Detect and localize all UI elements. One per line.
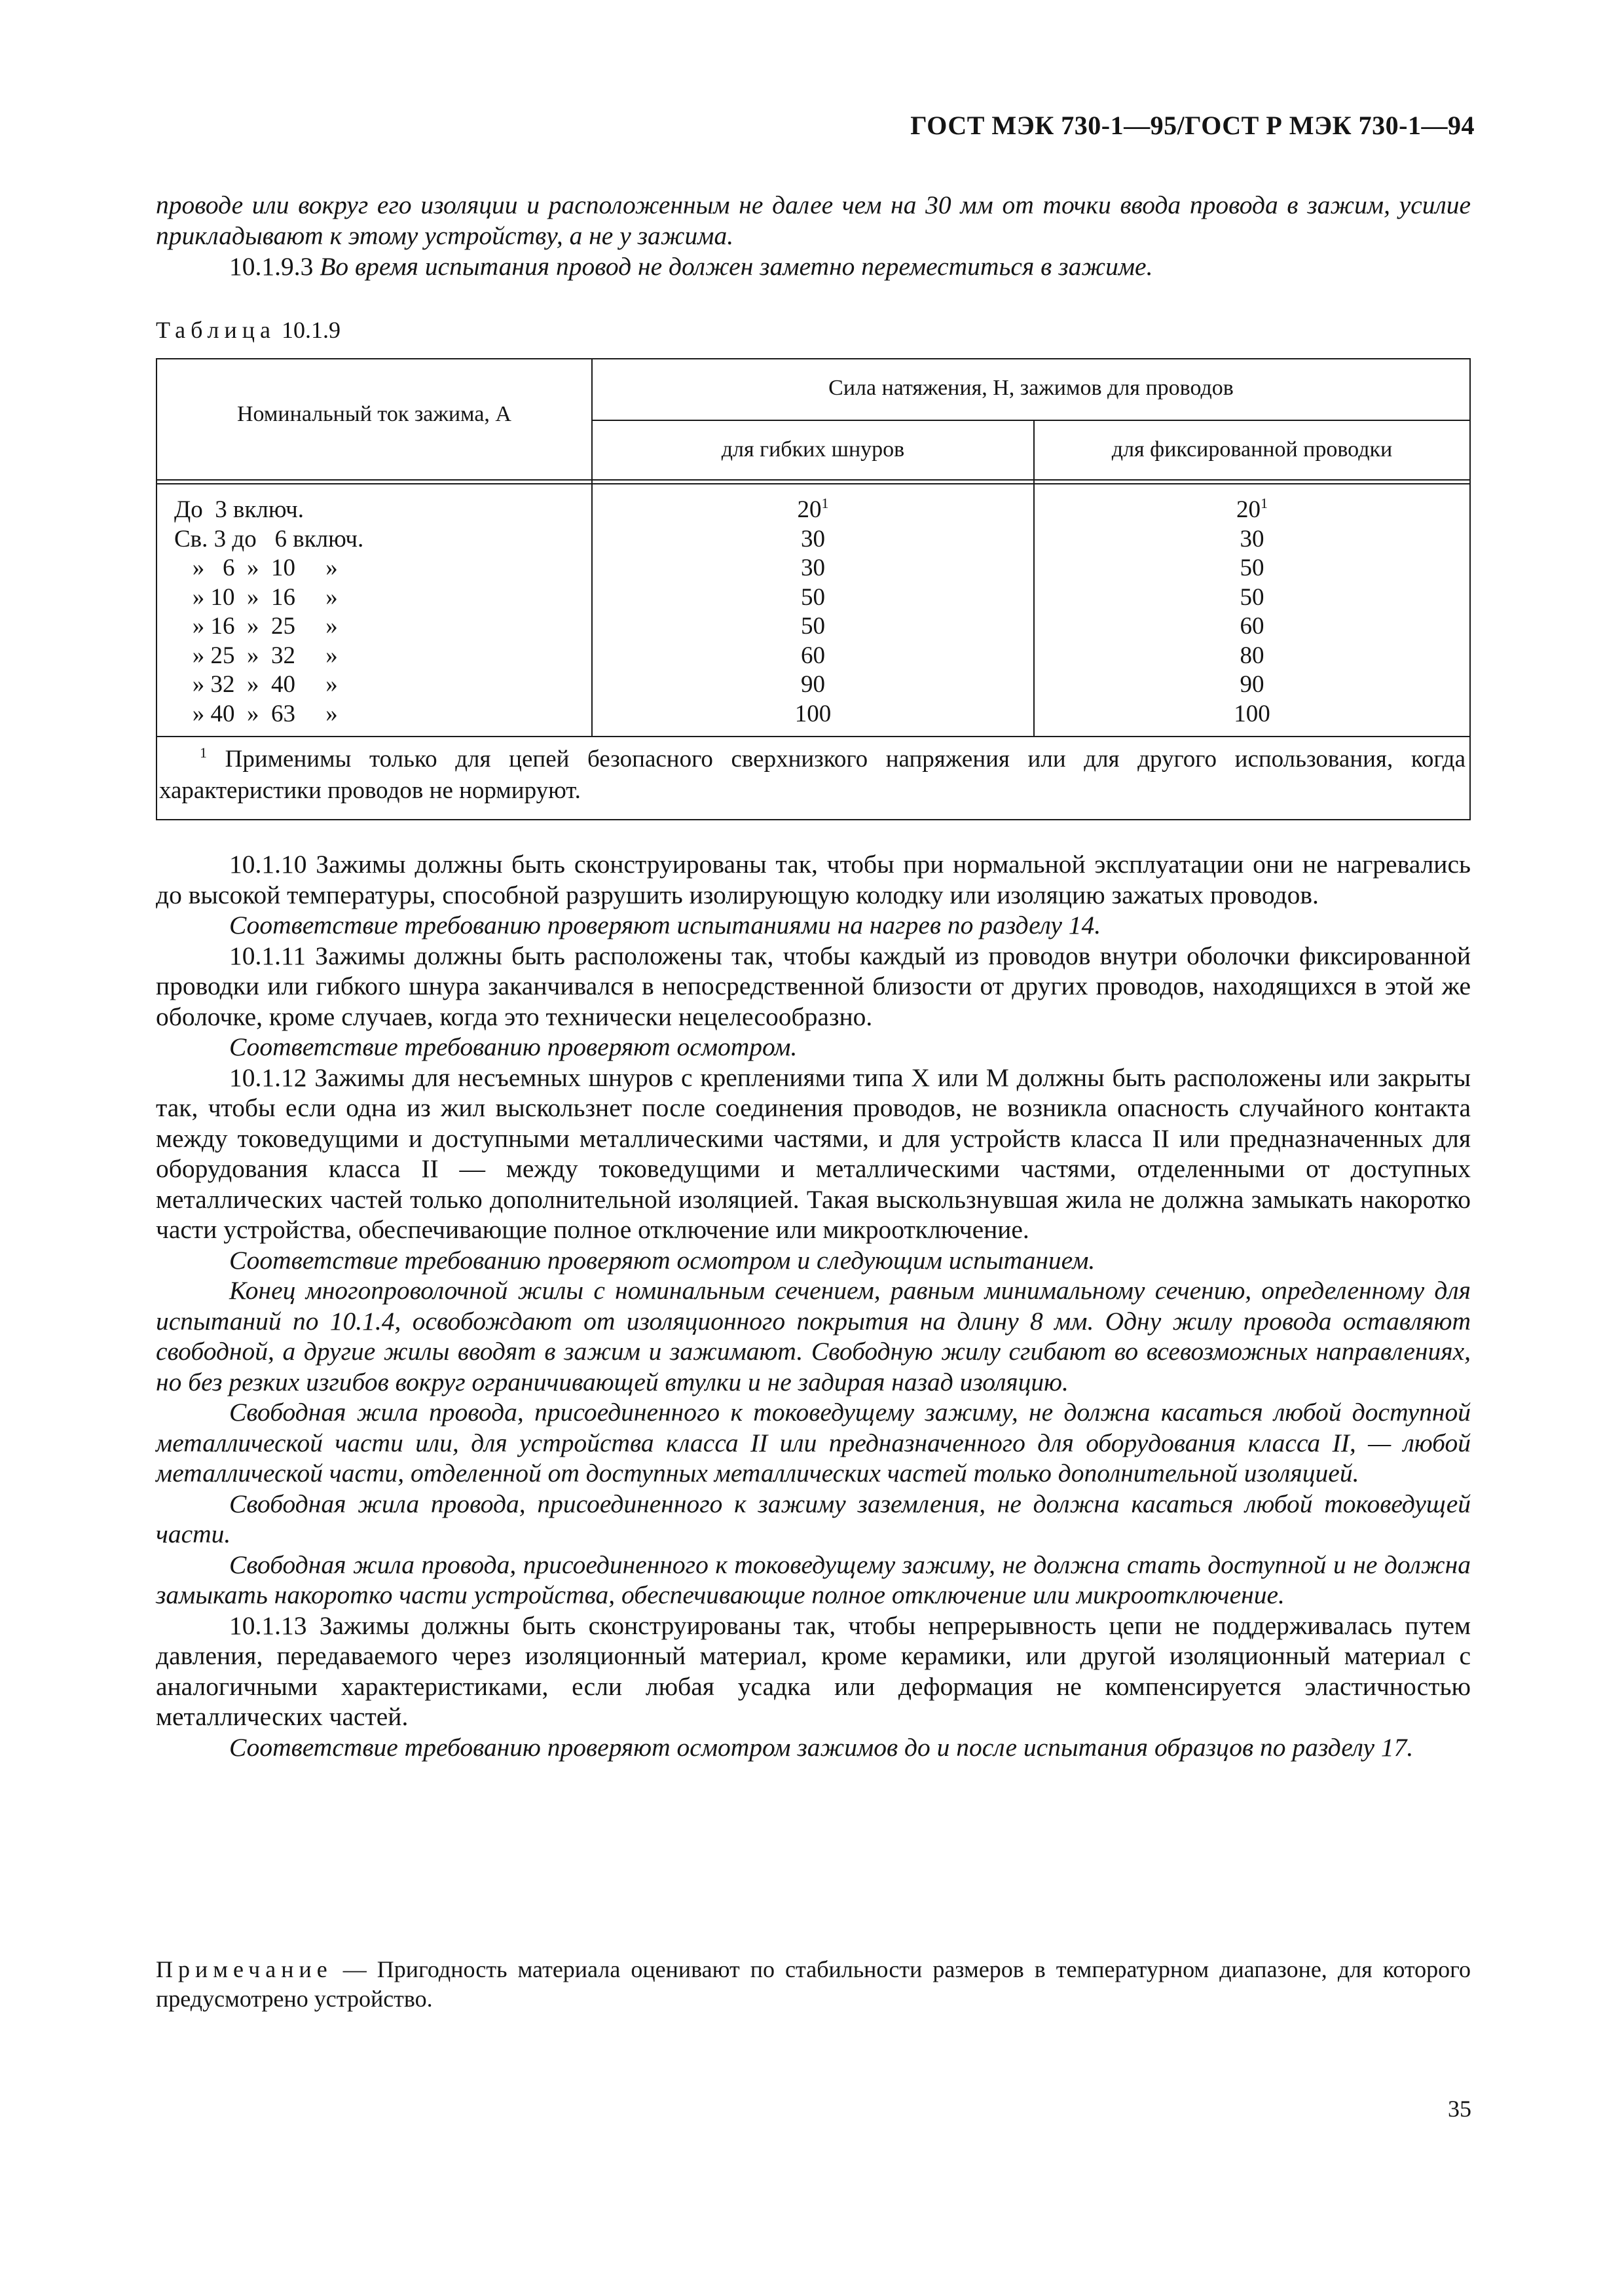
table-caption-number: 10.1.9 xyxy=(281,317,341,343)
test-criterion-earth-terminal: Свободная жила провода, присоединенного к зажиму заземления, не должна касаться любой токоведущей части. xyxy=(156,1489,1471,1548)
compliance-10-1-12: Соответствие требованию проверяют осмотром и следующим испытанием. xyxy=(229,1245,1096,1275)
table-border-top xyxy=(156,358,1471,359)
header-rule-1 xyxy=(156,479,1471,481)
flex-value-cell: 100 xyxy=(794,700,832,727)
flex-value-cell: 30 xyxy=(801,555,825,581)
range-cell: » 32 » 40 » xyxy=(174,671,338,698)
note-dash: — xyxy=(332,1956,377,1982)
clause-10-1-9-3 xyxy=(156,251,1471,282)
test-criterion-accessibility: Свободная жила провода, присоединенного к токоведущему зажиму, не должна стать доступной и не должна замыкать накоротко части устройства, обеспечивающие полное отключение или микроотключение. xyxy=(156,1550,1471,1609)
fixed-value-cell: 30 xyxy=(1240,525,1264,553)
fixed-value-cell: 100 xyxy=(1234,700,1270,727)
fixed-value-cell: 60 xyxy=(1240,613,1264,640)
header-subdivider xyxy=(591,420,1471,421)
table-caption-word: Таблица xyxy=(156,317,276,343)
note-label: Примечание xyxy=(156,1956,333,1982)
fixed-value-cell: 50 xyxy=(1240,555,1264,581)
clause-10-1-11: 10.1.11 Зажимы должны быть расположены так, чтобы каждый из проводов внутри оболочки фиксированной проводки или гибкого шнура заканчивался в непосредственной близости от других проводов, находящихся в этой же оболочке, кроме случаев, когда это технически нецелесообразно. xyxy=(156,941,1471,1031)
header-tension-force: Сила натяжения, Н, зажимов для проводов xyxy=(828,376,1234,400)
footnote-rule xyxy=(156,736,1471,737)
flex-value-cell: 60 xyxy=(801,642,825,669)
range-cell: » 40 » 63 » xyxy=(174,700,338,727)
flex-value-cell: 30 xyxy=(801,525,825,553)
footnote-text: Применимы только для цепей безопасного сверхнизкого напряжения или для другого использования, когда характеристики проводов не нормируют. xyxy=(159,746,1465,804)
range-cell: До 3 включ. xyxy=(174,496,304,523)
range-cell: Св. 3 до 6 включ. xyxy=(174,525,364,553)
fixed-value-cell: 80 xyxy=(1240,642,1264,669)
table-footnote xyxy=(159,744,1465,807)
table-10-1-9 xyxy=(156,358,1471,820)
range-cell: » 25 » 32 » xyxy=(174,642,338,669)
table-border-right xyxy=(1469,358,1471,820)
range-cell: » 10 » 16 » xyxy=(174,583,338,611)
header-flexible-cords: для гибких шнуров xyxy=(721,437,905,462)
test-procedure-10-1-12: Конец многопроволочной жилы с номинальным сечением, равным минимальному сечению, определенному для испытаний по 10.1.4, освобождают от изоляционного покрытия на длину 8 мм. Одну жилу провода оставляют свободной, а другие жилы вводят в зажим и зажимают. Свободную жилу сгибают во всевозможных направлениях, но без резких изгибов вокруг ограничивающей втулки и не задирая назад изоляцию. xyxy=(156,1276,1471,1396)
clause-10-1-12: 10.1.12 Зажимы для несъемных шнуров с креплениями типа X или M должны быть расположены или закрыты так, чтобы если одна из жил выскользнет после соединения проводов, не возникла опасность случайного контакта между токоведущими и доступными металлическими частями, и для устройств класса II или предназначенных для оборудования класса II — между токоведущими и металлическими частями, отделенными от доступных металлических частей только дополнительной изоляцией. Такая выскользнувшая жила не должна замыкать накоротко части устройства, обеспечивающие полное отключение или микроотключение. xyxy=(156,1063,1471,1244)
clause-10-1-9-2-continuation: проводе или вокруг его изоляции и расположенным не далее чем на 30 мм от точки ввода провода в зажим, усилие прикладывают к этому устройству, а не у зажима. xyxy=(156,191,1471,250)
compliance-10-1-10: Соответствие требованию проверяют испытаниями на нагрев по разделу 14. xyxy=(229,911,1101,939)
footnote-mark: 1 xyxy=(200,744,207,761)
column-flexible-values xyxy=(593,496,1033,729)
fixed-value-cell: 50 xyxy=(1240,583,1264,611)
fixed-value-cell: $20^1$ xyxy=(1236,495,1268,523)
clause-10-1-13: 10.1.13 Зажимы должны быть сконструированы так, чтобы непрерывность цепи не поддерживалась путем давления, передаваемого через изоляционный материал, кроме керамики, или другой изоляционный материал с аналогичными характеристиками, если любая усадка или деформация не компенсируется эластичностью металлических частей. xyxy=(156,1611,1471,1731)
flex-value-cell: 50 xyxy=(801,583,825,611)
column-current-range xyxy=(174,496,580,729)
clause-text: Во время испытания провод не должен заметно переместиться в зажиме. xyxy=(320,252,1153,281)
clause-number: 10.1.9.3 xyxy=(229,252,314,281)
page-number: 35 xyxy=(1448,2096,1471,2122)
note-text: Пригодность материала оценивают по стабильности размеров в температурном диапазоне, для которого предусмотрено устройство. xyxy=(156,1956,1471,2012)
range-cell: » 16 » 25 » xyxy=(174,613,338,640)
fixed-value-cell: 90 xyxy=(1240,671,1264,698)
header-rule-2 xyxy=(156,483,1471,484)
column-fixed-values xyxy=(1035,496,1469,729)
header-rated-current: Номинальный ток зажима, А xyxy=(237,402,511,426)
compliance-10-1-11: Соответствие требованию проверяют осмотром. xyxy=(229,1032,798,1061)
flex-value-cell: 50 xyxy=(801,613,825,640)
table-border-bottom xyxy=(156,819,1471,820)
flex-value-cell: $20^1$ xyxy=(797,495,829,523)
note xyxy=(156,1955,1471,2014)
test-criterion-live-terminal: Свободная жила провода, присоединенного к токоведущему зажиму, не должна касаться любой доступной металлической части или, для устройства класса II или предназначенного для оборудования класса II, — любой металлической части, отделенной от доступных металлических частей только дополнительной изоляцией. xyxy=(156,1398,1471,1487)
compliance-10-1-13: Соответствие требованию проверяют осмотром зажимов до и после испытания образцов по разделу 17. xyxy=(229,1732,1414,1762)
table-caption xyxy=(156,316,341,344)
flex-value-cell: 90 xyxy=(801,671,825,698)
header-fixed-wiring: для фиксированной проводки xyxy=(1111,437,1393,462)
range-cell: » 6 » 10 » xyxy=(174,555,338,581)
clause-10-1-10: 10.1.10 Зажимы должны быть сконструированы так, чтобы при нормальной эксплуатации они не нагревались до высокой температуры, способной разрушить изолирующую колодку или изоляцию зажатых проводов. xyxy=(156,850,1471,909)
main-text xyxy=(156,849,1471,1762)
document-header: ГОСТ МЭК 730-1—95/ГОСТ Р МЭК 730-1—94 xyxy=(910,111,1475,140)
